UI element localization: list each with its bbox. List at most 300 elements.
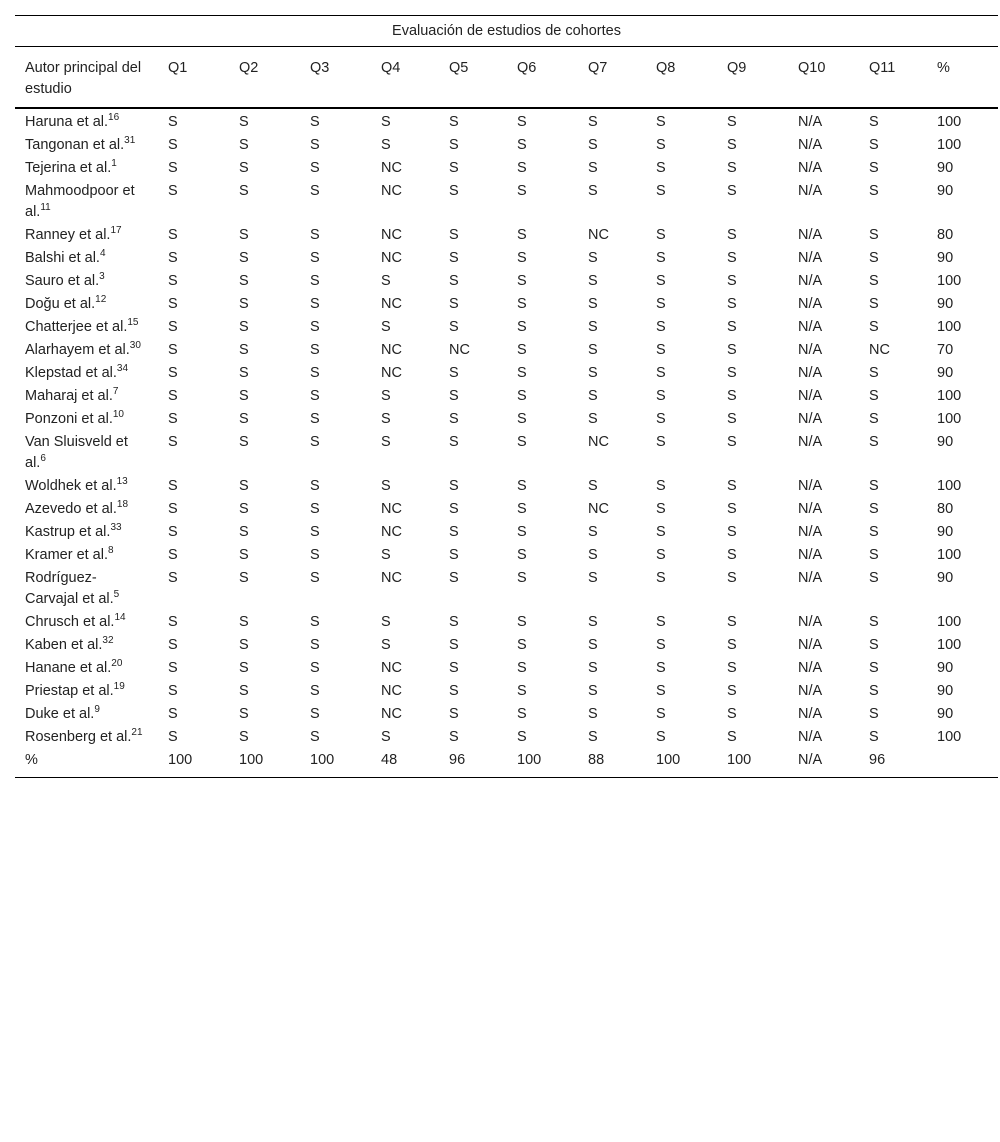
score-cell: 70 <box>937 342 954 358</box>
score-cell: 90 <box>937 660 954 676</box>
score-cell: S <box>517 227 527 243</box>
score-cell: S <box>517 614 527 630</box>
score-cell: S <box>239 250 249 266</box>
score-cell: NC <box>381 501 402 517</box>
score-cell: S <box>869 614 879 630</box>
score-cell: S <box>310 137 320 153</box>
score-cell: 90 <box>937 524 954 540</box>
score-cell: S <box>239 614 249 630</box>
score-cell: NC <box>588 227 609 243</box>
score-cell: S <box>239 160 249 176</box>
score-cell: S <box>381 388 391 404</box>
author-name: Ranney et al. <box>25 227 111 243</box>
table-row <box>15 611 998 634</box>
author-cell <box>15 408 158 431</box>
score-cell: S <box>239 637 249 653</box>
table-row <box>15 108 998 134</box>
score-cell: S <box>869 660 879 676</box>
score-cell: S <box>239 319 249 335</box>
percent-row <box>15 749 998 778</box>
table-row <box>15 567 998 611</box>
score-cell: S <box>727 227 737 243</box>
score-cell: N/A <box>798 227 823 243</box>
score-cell: S <box>588 319 598 335</box>
score-cell: S <box>588 570 598 586</box>
score-cell: NC <box>381 342 402 358</box>
author-cell <box>15 293 158 316</box>
score-cell: S <box>168 137 178 153</box>
score-cell: S <box>656 501 666 517</box>
score-cell: S <box>310 388 320 404</box>
score-cell: N/A <box>798 570 823 586</box>
score-cell: N/A <box>798 501 823 517</box>
score-cell: N/A <box>798 547 823 563</box>
author-cell <box>15 611 158 634</box>
score-cell: S <box>381 319 391 335</box>
score-cell: NC <box>381 160 402 176</box>
score-cell: S <box>381 637 391 653</box>
table-row <box>15 703 998 726</box>
score-cell: S <box>449 706 459 722</box>
column-header-q9: Q9 <box>717 47 788 109</box>
score-cell: 90 <box>937 706 954 722</box>
column-header-q5: Q5 <box>439 47 507 109</box>
score-cell: S <box>168 365 178 381</box>
score-cell: N/A <box>798 683 823 699</box>
score-cell: S <box>239 706 249 722</box>
score-cell: N/A <box>798 729 823 745</box>
score-cell: S <box>310 227 320 243</box>
score-cell: NC <box>381 660 402 676</box>
table-row <box>15 293 998 316</box>
table-row <box>15 521 998 544</box>
reference-number: 16 <box>108 112 120 124</box>
column-header-q1: Q1 <box>158 47 229 109</box>
score-cell: S <box>449 160 459 176</box>
percent-cell: 88 <box>578 749 646 778</box>
score-cell: S <box>588 411 598 427</box>
score-cell: S <box>869 250 879 266</box>
column-header-q7: Q7 <box>578 47 646 109</box>
score-cell: 100 <box>937 478 962 494</box>
score-cell: S <box>656 683 666 699</box>
score-cell: S <box>517 547 527 563</box>
score-cell: 80 <box>937 501 954 517</box>
score-cell: S <box>517 183 527 199</box>
score-cell: S <box>727 637 737 653</box>
reference-number: 21 <box>131 727 143 739</box>
reference-number: 34 <box>116 363 129 375</box>
reference-number: 18 <box>116 499 129 511</box>
column-header-q2: Q2 <box>229 47 300 109</box>
score-cell: S <box>869 434 879 450</box>
score-cell: S <box>310 411 320 427</box>
score-cell: NC <box>381 524 402 540</box>
table-row <box>15 475 998 498</box>
score-cell: S <box>381 137 391 153</box>
score-cell: 90 <box>937 365 954 381</box>
score-cell: S <box>239 137 249 153</box>
score-cell: S <box>449 501 459 517</box>
score-cell: S <box>449 137 459 153</box>
score-cell: S <box>869 114 879 130</box>
table-body <box>15 108 998 778</box>
score-cell: S <box>869 183 879 199</box>
score-cell: S <box>656 388 666 404</box>
author-name: Hanane et al. <box>25 660 112 676</box>
score-cell: S <box>381 411 391 427</box>
score-cell: S <box>168 614 178 630</box>
author-cell <box>15 567 158 611</box>
score-cell: 100 <box>937 411 962 427</box>
score-cell: S <box>310 160 320 176</box>
score-cell: S <box>310 114 320 130</box>
score-cell: S <box>449 296 459 312</box>
score-cell: S <box>449 637 459 653</box>
score-cell: S <box>449 570 459 586</box>
score-cell: NC <box>381 706 402 722</box>
score-cell: S <box>656 183 666 199</box>
score-cell: 100 <box>937 319 962 335</box>
score-cell: S <box>727 114 737 130</box>
score-cell: S <box>588 683 598 699</box>
score-cell: 90 <box>937 296 954 312</box>
score-cell: S <box>588 637 598 653</box>
score-cell: N/A <box>798 296 823 312</box>
score-cell: S <box>517 319 527 335</box>
author-cell <box>15 544 158 567</box>
score-cell: S <box>310 547 320 563</box>
score-cell: S <box>239 683 249 699</box>
score-cell: S <box>588 365 598 381</box>
score-cell: S <box>381 729 391 745</box>
score-cell: S <box>656 273 666 289</box>
score-cell: S <box>310 296 320 312</box>
score-cell: S <box>449 365 459 381</box>
reference-number: 11 <box>40 202 51 214</box>
reference-number: 6 <box>40 453 46 465</box>
score-cell: S <box>449 547 459 563</box>
score-cell: S <box>869 706 879 722</box>
percent-cell: N/A <box>788 749 859 778</box>
author-name: Woldhek et al. <box>25 478 117 494</box>
score-cell: S <box>310 524 320 540</box>
score-cell: S <box>449 319 459 335</box>
column-header-q11: Q11 <box>859 47 927 109</box>
score-cell: S <box>168 706 178 722</box>
score-cell: S <box>656 660 666 676</box>
author-cell <box>15 680 158 703</box>
score-cell: N/A <box>798 319 823 335</box>
score-cell: S <box>310 660 320 676</box>
score-cell: S <box>517 342 527 358</box>
table-row <box>15 408 998 431</box>
score-cell: S <box>727 296 737 312</box>
score-cell: S <box>381 547 391 563</box>
reference-number: 13 <box>116 476 128 488</box>
column-header-author: Autor principal del estudio <box>15 47 158 109</box>
score-cell: S <box>310 637 320 653</box>
table-row <box>15 362 998 385</box>
score-cell: S <box>656 729 666 745</box>
score-cell: 100 <box>937 114 962 130</box>
score-cell: S <box>239 365 249 381</box>
author-name: Haruna et al. <box>25 114 109 130</box>
author-name: Balshi et al. <box>25 250 100 266</box>
table-row <box>15 431 998 475</box>
author-name: Sauro et al. <box>25 273 100 289</box>
score-cell: S <box>449 614 459 630</box>
score-cell: S <box>517 729 527 745</box>
score-cell: S <box>168 478 178 494</box>
table-row <box>15 544 998 567</box>
reference-number: 15 <box>127 317 139 329</box>
score-cell: S <box>727 183 737 199</box>
column-header-q8: Q8 <box>646 47 717 109</box>
score-cell: S <box>869 501 879 517</box>
table-row <box>15 385 998 408</box>
score-cell: S <box>869 296 879 312</box>
score-cell: S <box>449 273 459 289</box>
score-cell: S <box>588 342 598 358</box>
score-cell: S <box>168 227 178 243</box>
score-cell: S <box>381 114 391 130</box>
score-cell: S <box>588 524 598 540</box>
score-cell: S <box>449 660 459 676</box>
score-cell: S <box>727 524 737 540</box>
reference-number: 9 <box>94 704 100 716</box>
score-cell: S <box>727 570 737 586</box>
column-header-q4: Q4 <box>371 47 439 109</box>
cohort-evaluation-table <box>15 15 998 778</box>
score-cell: S <box>381 614 391 630</box>
score-cell: S <box>869 524 879 540</box>
score-cell: S <box>310 570 320 586</box>
score-cell: S <box>168 319 178 335</box>
score-cell: S <box>656 524 666 540</box>
table-row <box>15 224 998 247</box>
score-cell: S <box>727 160 737 176</box>
score-cell: S <box>727 614 737 630</box>
score-cell: S <box>588 296 598 312</box>
reference-number: 3 <box>99 271 105 283</box>
score-cell: S <box>310 501 320 517</box>
table-row <box>15 634 998 657</box>
score-cell: S <box>727 729 737 745</box>
score-cell: S <box>310 729 320 745</box>
score-cell: 90 <box>937 160 954 176</box>
author-cell <box>15 270 158 293</box>
score-cell: S <box>168 273 178 289</box>
score-cell: S <box>656 478 666 494</box>
author-name: Kaben et al. <box>25 637 103 653</box>
score-cell: 100 <box>937 547 962 563</box>
score-cell: S <box>517 501 527 517</box>
header-row <box>15 47 998 109</box>
reference-number: 20 <box>111 658 123 670</box>
author-cell <box>15 703 158 726</box>
score-cell: S <box>869 365 879 381</box>
score-cell: S <box>588 137 598 153</box>
score-cell: S <box>588 729 598 745</box>
author-name: Chrusch et al. <box>25 614 115 630</box>
score-cell: S <box>727 342 737 358</box>
score-cell: S <box>449 227 459 243</box>
score-cell: S <box>517 137 527 153</box>
score-cell: S <box>869 683 879 699</box>
reference-number: 1 <box>111 158 117 170</box>
score-cell: S <box>449 183 459 199</box>
score-cell: S <box>656 614 666 630</box>
score-cell: S <box>239 342 249 358</box>
column-header-q10: Q10 <box>788 47 859 109</box>
score-cell: S <box>727 660 737 676</box>
score-cell: N/A <box>798 183 823 199</box>
author-name: Doğu et al. <box>25 296 96 312</box>
author-cell <box>15 521 158 544</box>
score-cell: N/A <box>798 524 823 540</box>
score-cell: N/A <box>798 250 823 266</box>
reference-number: 33 <box>110 522 122 534</box>
score-cell: NC <box>381 227 402 243</box>
reference-number: 8 <box>108 545 114 557</box>
column-header-q3: Q3 <box>300 47 371 109</box>
score-cell: S <box>588 706 598 722</box>
score-cell: N/A <box>798 160 823 176</box>
score-cell: S <box>517 637 527 653</box>
percent-cell: 100 <box>507 749 578 778</box>
score-cell: N/A <box>798 614 823 630</box>
score-cell: S <box>239 388 249 404</box>
reference-number: 4 <box>99 248 106 260</box>
author-cell <box>15 157 158 180</box>
score-cell: S <box>517 683 527 699</box>
score-cell: 100 <box>937 729 962 745</box>
score-cell: S <box>168 547 178 563</box>
score-cell: 90 <box>937 183 954 199</box>
column-header-q6: Q6 <box>507 47 578 109</box>
author-name: Priestap et al. <box>25 683 114 699</box>
score-cell: S <box>168 570 178 586</box>
score-cell: S <box>869 227 879 243</box>
score-cell: S <box>168 388 178 404</box>
score-cell: S <box>449 478 459 494</box>
score-cell: S <box>168 114 178 130</box>
table-row <box>15 680 998 703</box>
score-cell: S <box>310 478 320 494</box>
author-cell <box>15 657 158 680</box>
reference-number: 5 <box>113 589 120 601</box>
score-cell: S <box>727 137 737 153</box>
author-cell <box>15 475 158 498</box>
score-cell: N/A <box>798 660 823 676</box>
score-cell: S <box>310 342 320 358</box>
score-cell: S <box>168 660 178 676</box>
reference-number: 12 <box>95 294 107 306</box>
score-cell: S <box>239 411 249 427</box>
percent-cell: 100 <box>717 749 788 778</box>
author-cell <box>15 108 158 134</box>
author-name: Kramer et al. <box>25 547 108 563</box>
score-cell: NC <box>449 342 470 358</box>
table-row <box>15 180 998 224</box>
score-cell: S <box>517 388 527 404</box>
author-cell <box>15 224 158 247</box>
score-cell: 90 <box>937 570 954 586</box>
score-cell: S <box>727 273 737 289</box>
score-cell: S <box>517 365 527 381</box>
score-cell: S <box>869 160 879 176</box>
score-cell: S <box>168 637 178 653</box>
score-cell: S <box>449 411 459 427</box>
score-cell: S <box>727 411 737 427</box>
score-cell: S <box>517 570 527 586</box>
score-cell: 100 <box>937 637 962 653</box>
author-name: Kastrup et al. <box>25 524 111 540</box>
table-row <box>15 339 998 362</box>
score-cell: S <box>168 342 178 358</box>
score-cell: S <box>310 434 320 450</box>
author-name: Van Sluisveld et al. <box>25 434 128 471</box>
percent-row-label: % <box>15 749 158 778</box>
score-cell: S <box>168 411 178 427</box>
author-name: Mahmoodpoor et al. <box>25 183 135 220</box>
score-cell: S <box>517 273 527 289</box>
author-cell <box>15 247 158 270</box>
score-cell: S <box>449 524 459 540</box>
score-cell: NC <box>381 296 402 312</box>
score-cell: 80 <box>937 227 954 243</box>
score-cell: 100 <box>937 137 962 153</box>
score-cell: 90 <box>937 250 954 266</box>
score-cell: S <box>239 273 249 289</box>
score-cell: S <box>517 434 527 450</box>
score-cell: NC <box>381 183 402 199</box>
score-cell: S <box>168 296 178 312</box>
percent-cell <box>927 749 998 778</box>
score-cell: S <box>727 547 737 563</box>
author-name: Duke et al. <box>25 706 95 722</box>
score-cell: S <box>449 434 459 450</box>
score-cell: S <box>239 478 249 494</box>
score-cell: S <box>168 160 178 176</box>
reference-number: 14 <box>114 612 126 624</box>
author-name: Alarhayem et al. <box>25 342 130 358</box>
score-cell: S <box>168 183 178 199</box>
score-cell: S <box>656 250 666 266</box>
score-cell: S <box>517 160 527 176</box>
score-cell: S <box>381 478 391 494</box>
score-cell: S <box>381 273 391 289</box>
score-cell: S <box>239 570 249 586</box>
author-cell <box>15 431 158 475</box>
score-cell: S <box>168 524 178 540</box>
author-name: Maharaj et al. <box>25 388 113 404</box>
author-cell <box>15 362 158 385</box>
author-name: Tejerina et al. <box>25 160 112 176</box>
score-cell: N/A <box>798 411 823 427</box>
score-cell: S <box>449 388 459 404</box>
score-cell: N/A <box>798 637 823 653</box>
author-name: Chatterjee et al. <box>25 319 128 335</box>
reference-number: 30 <box>129 340 141 352</box>
score-cell: S <box>869 273 879 289</box>
author-name: Rosenberg et al. <box>25 729 132 745</box>
score-cell: S <box>239 547 249 563</box>
reference-number: 17 <box>110 225 122 237</box>
author-cell <box>15 316 158 339</box>
score-cell: S <box>449 683 459 699</box>
